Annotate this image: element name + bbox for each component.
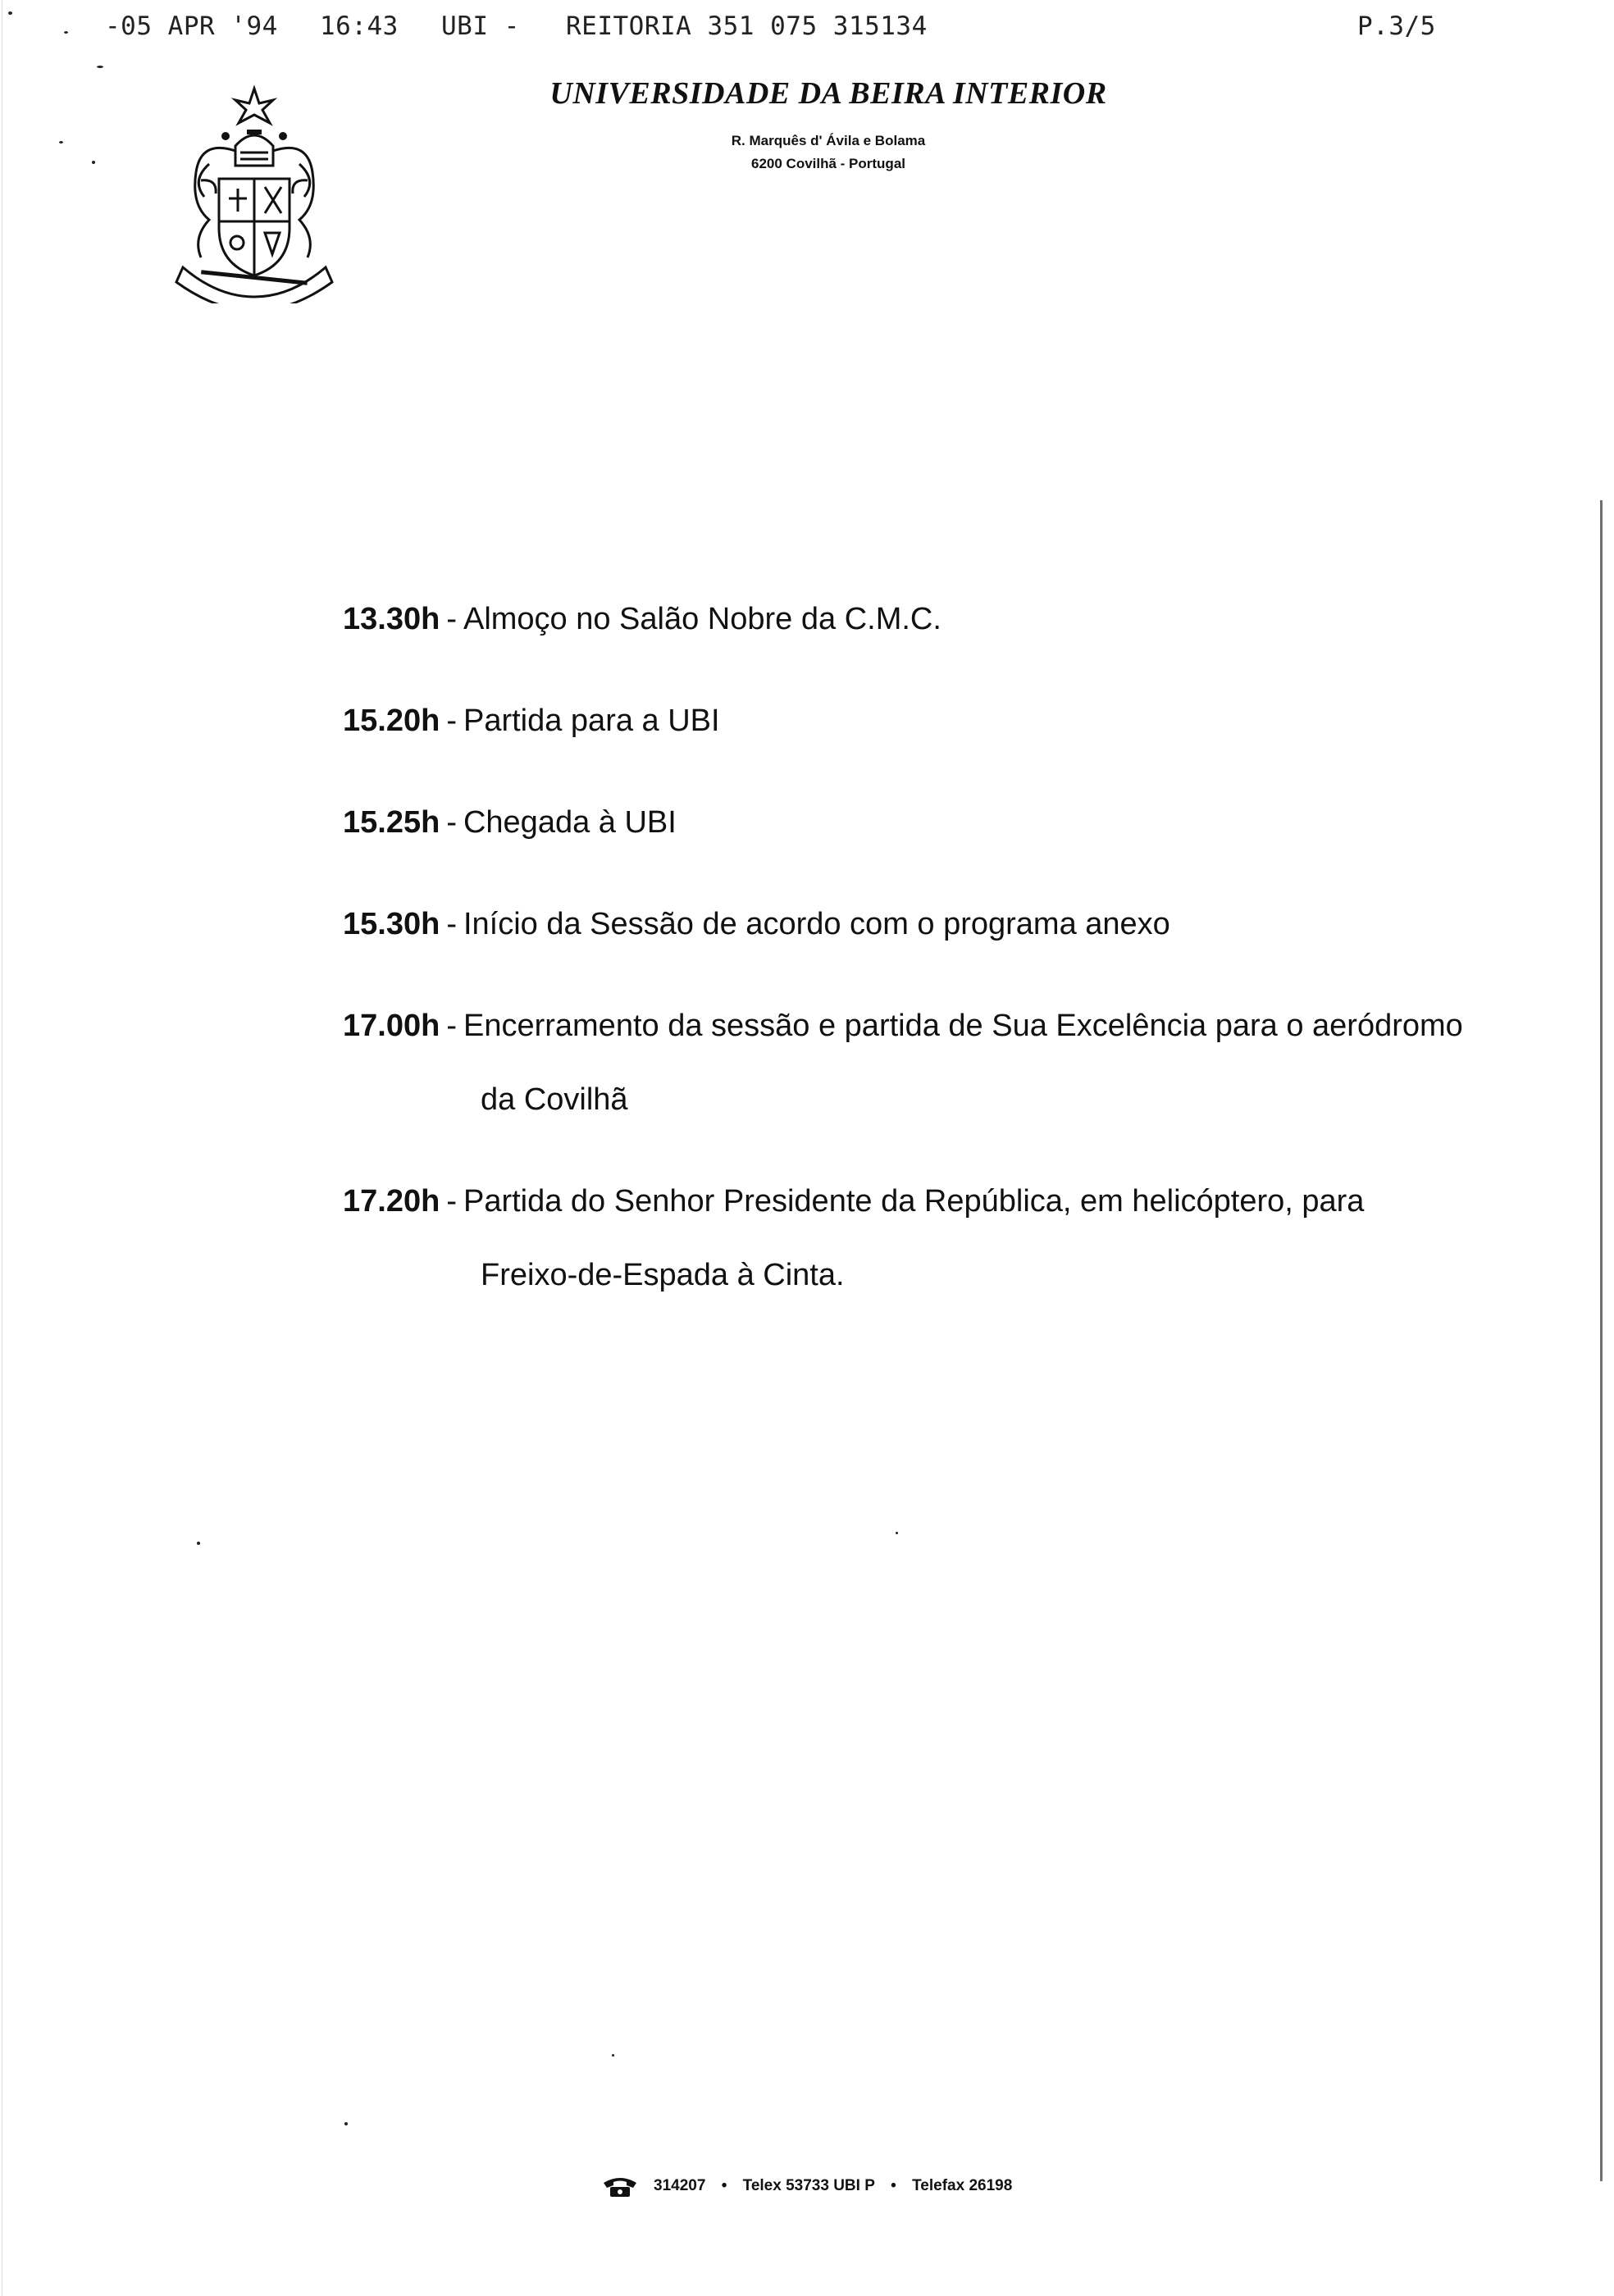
schedule-entry: [343, 887, 1573, 961]
scan-speck: [344, 2122, 348, 2125]
entry-continuation: Freixo-de-Espada à Cinta.: [481, 1258, 845, 1292]
schedule: [343, 582, 1573, 1340]
schedule-entry: [343, 684, 1573, 758]
scan-edge-right: [1600, 500, 1603, 2181]
entry-continuation: da Covilhã: [481, 1082, 628, 1117]
entry-time: 15.25h: [343, 805, 440, 840]
entry-text: Partida do Senhor Presidente da República, em helicóptero, para: [463, 1184, 1365, 1219]
entry-separator: -: [446, 805, 457, 840]
entry-separator: -: [446, 1184, 457, 1219]
schedule-entry: [343, 1164, 1573, 1312]
entry-separator: -: [446, 907, 457, 941]
university-crest-icon: [168, 82, 340, 303]
scan-speck: [197, 1542, 200, 1545]
scan-speck: [97, 66, 103, 68]
fax-sender: UBI -: [441, 11, 520, 41]
scan-speck: [8, 11, 12, 15]
footer-contacts: [0, 2175, 1614, 2198]
footer-telex: Telex 53733 UBI P: [742, 2177, 875, 2194]
footer-bullet: •: [891, 2177, 896, 2194]
schedule-entry: [343, 786, 1573, 859]
schedule-entry: [343, 582, 1573, 656]
entry-time: 17.20h: [343, 1184, 440, 1219]
entry-separator: -: [446, 704, 457, 738]
address-street: R. Marquês d' Ávila e Bolama: [731, 133, 926, 148]
entry-time: 15.20h: [343, 704, 440, 738]
schedule-entry: [343, 989, 1573, 1137]
fax-station: REITORIA 351 075 315134: [566, 11, 928, 41]
scan-speck: [612, 2054, 614, 2057]
scan-speck: [896, 1532, 898, 1534]
footer-telefax: Telefax 26198: [912, 2177, 1013, 2194]
entry-text: Almoço no Salão Nobre da C.M.C.: [463, 602, 942, 636]
footer-phone: 314207: [654, 2177, 706, 2194]
entry-separator: -: [446, 1009, 457, 1043]
fax-date: -05 APR '94: [105, 11, 278, 41]
scan-speck: [59, 141, 63, 144]
entry-time: 15.30h: [343, 907, 440, 941]
footer-bullet: •: [721, 2177, 727, 2194]
entry-time: 17.00h: [343, 1009, 440, 1043]
entry-separator: -: [446, 602, 457, 636]
entry-text: Partida para a UBI: [463, 704, 720, 738]
address-city: 6200 Covilhã - Portugal: [751, 156, 905, 171]
entry-text: Início da Sessão de acordo com o programa anexo: [463, 907, 1170, 941]
university-name: UNIVERSIDADE DA BEIRA INTERIOR: [549, 76, 1107, 111]
entry-text: Chegada à UBI: [463, 805, 677, 840]
scan-speck: [64, 31, 68, 34]
entry-text: Encerramento da sessão e partida de Sua Excelência para o aeródromo: [463, 1009, 1463, 1043]
fax-page-number: P.3/5: [1357, 11, 1436, 41]
fax-header: [0, 11, 1614, 52]
fax-time: 16:43: [320, 11, 399, 41]
telephone-icon: [602, 2175, 638, 2198]
scan-speck: [92, 161, 95, 164]
entry-time: 13.30h: [343, 602, 440, 636]
